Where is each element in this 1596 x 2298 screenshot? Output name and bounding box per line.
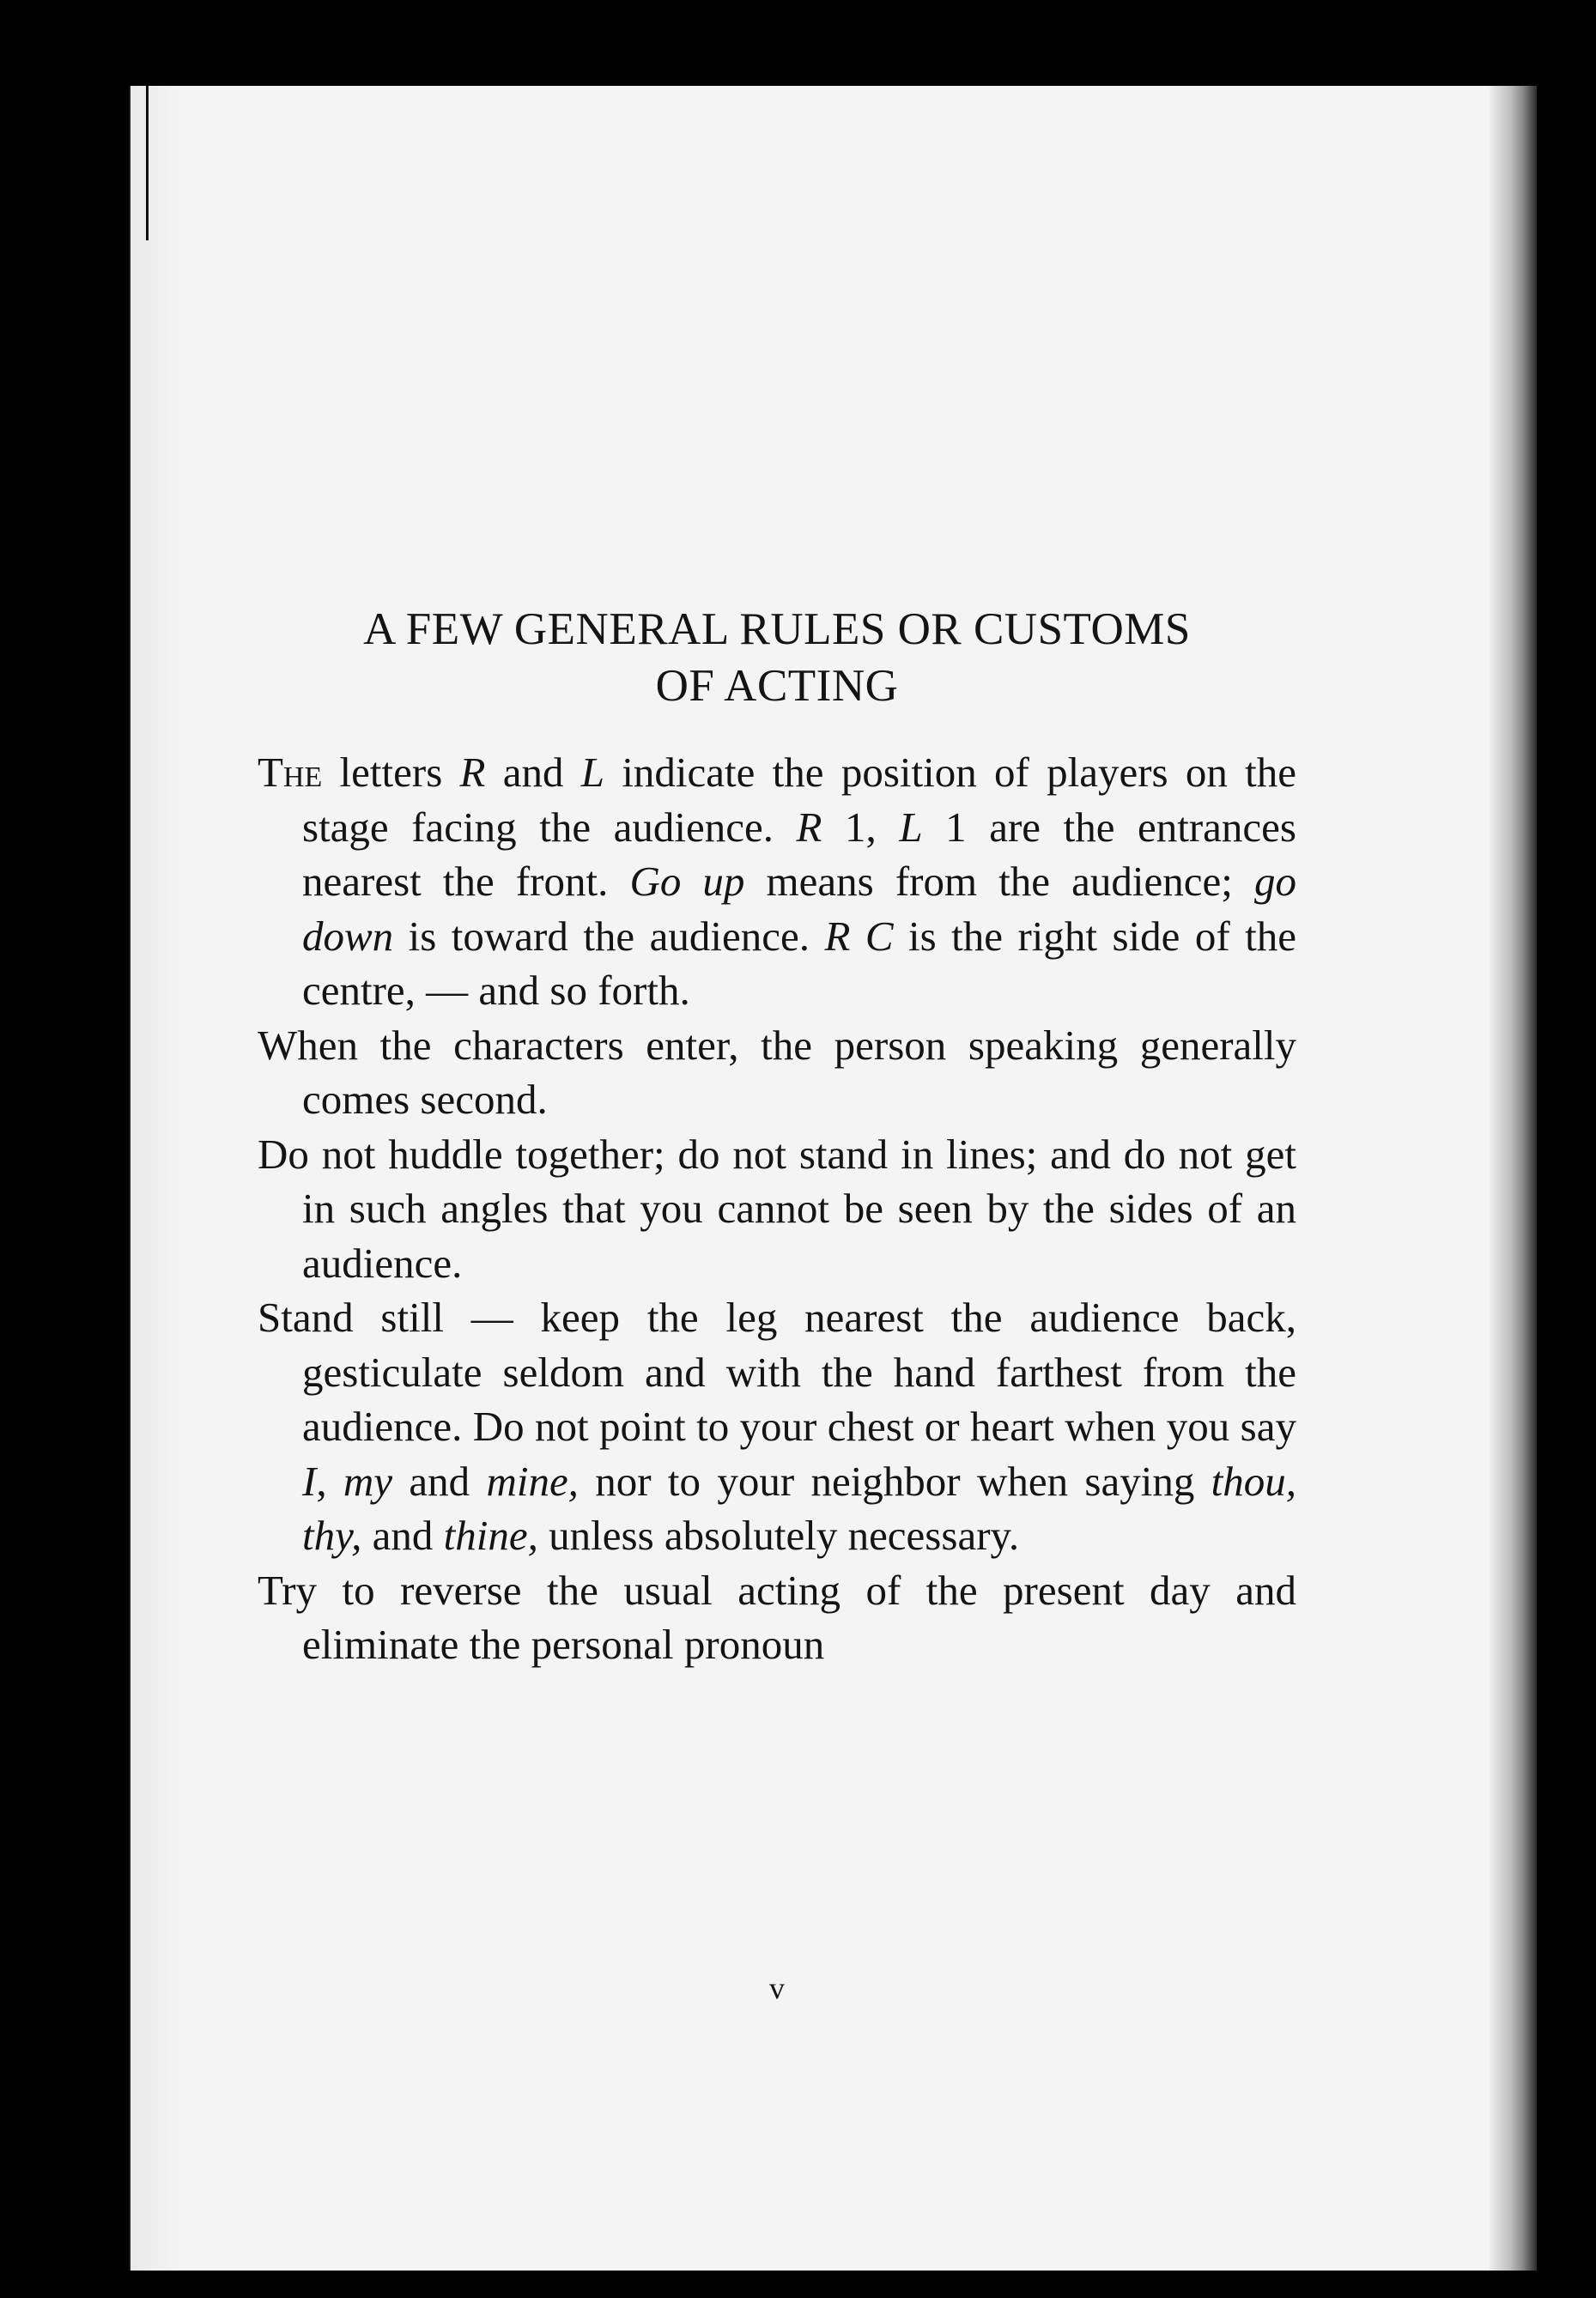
text-run: and [361,1512,444,1559]
page-fore-edge [1490,86,1537,2271]
page-text [258,601,1296,1672]
text-run: is toward the audience. [393,912,825,960]
rule-paragraph: When the characters enter, the person speaking generally comes second. [258,1021,1296,1123]
italic-run: thine, [443,1512,538,1559]
page-number: v [769,1971,785,2005]
text-run: is the right side of the centre, — and so forth. [302,912,1297,1014]
heading-line-2: OF ACTING [655,661,899,711]
rule-paragraph [258,1290,1296,1563]
italic-run: R [796,803,822,851]
text-run: , [316,1457,343,1505]
text-run: and [392,1457,487,1505]
book-page [129,86,1537,2271]
italic-run: Go up [629,858,745,905]
text-run: Stand still — keep the leg nearest the audience back, gesticulate seldom and with the hand farthest from the audience. Do not point to your chest or heart when you say [258,1294,1296,1450]
drop-word: The [258,749,323,796]
rule-paragraph: Do not huddle together; do not stand in lines; and do not get in such angles that you cannot be seen by the sides of an audience. [258,1130,1296,1287]
italic-run: I [302,1457,317,1505]
rules-list [258,745,1296,1672]
text-run: letters [322,749,460,796]
text-run: unless absolutely necessary. [537,1512,1020,1559]
text-run: 1 are the entrances nearest the front. [302,803,1296,905]
italic-run: L [899,803,923,851]
rule-paragraph: Try to reverse the usual acting of the present day and eliminate the personal pronoun [258,1566,1296,1668]
text-run: means from the audience; [744,858,1254,905]
italic-run: my [343,1457,393,1505]
text-run: and [485,749,581,796]
chapter-heading [258,601,1296,714]
italic-run: mine, [486,1457,579,1505]
rule-paragraph [258,745,1296,1018]
text-run: nor to your neighbor when saying [578,1457,1211,1505]
heading-line-1: A FEW GENERAL RULES OR CUSTOMS [363,604,1191,654]
italic-run: go down [302,858,1296,960]
italic-run: R [459,749,486,796]
italic-run: R C [824,912,894,960]
italic-run: thou, thy, [302,1457,1297,1559]
text-run: 1, [822,803,900,851]
italic-run: L [580,749,605,796]
page-gutter-edge [129,86,175,2271]
text-run: indicate the position of players on the stage facing the audience. [302,749,1296,851]
